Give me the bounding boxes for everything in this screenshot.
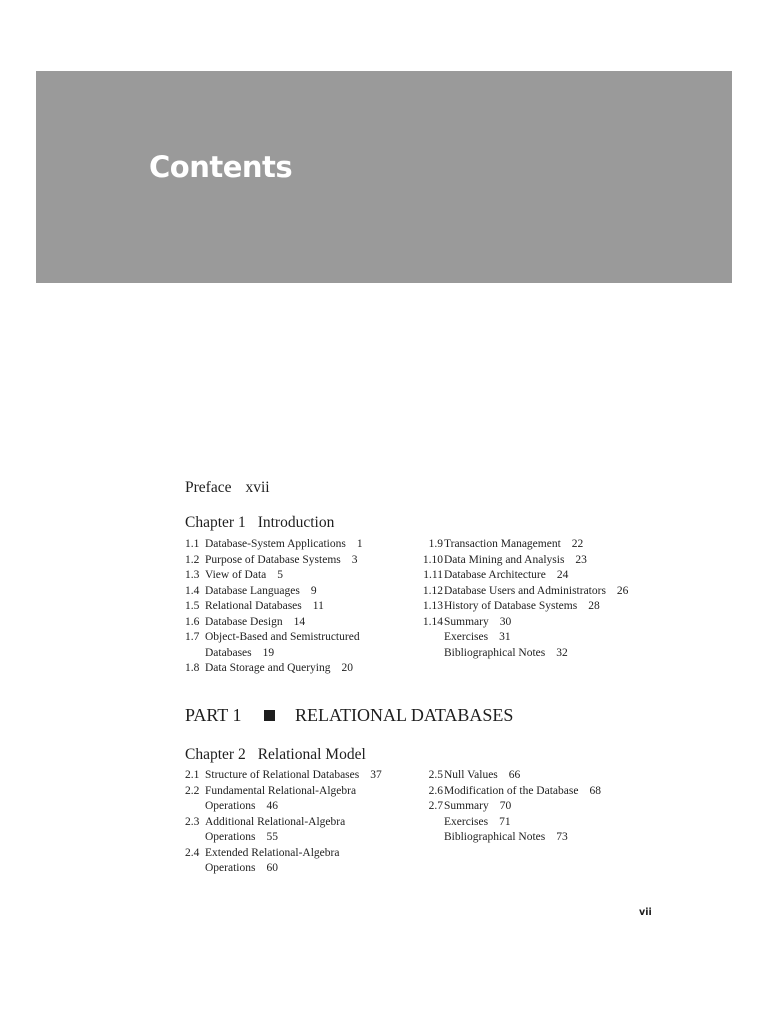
square-bullet-icon <box>264 710 275 721</box>
toc-entry[interactable] <box>418 646 628 662</box>
section-title-text: Data Storage and Querying <box>205 662 331 674</box>
section-page-number: 71 <box>499 815 511 828</box>
section-number: 1.10 <box>422 553 443 566</box>
section-number: 1.13 <box>422 600 443 612</box>
section-title-text: Extended Relational-Algebra <box>205 846 340 859</box>
section-title <box>205 584 317 600</box>
section-title <box>205 553 358 569</box>
section-title <box>205 815 345 846</box>
section-number <box>418 646 443 662</box>
section-number: 1.4 <box>185 584 200 597</box>
section-title-text: Additional Relational-Algebra <box>205 815 346 828</box>
section-title-text: Exercises <box>444 815 489 828</box>
section-title <box>205 661 353 677</box>
section-title <box>444 830 568 846</box>
section-title-line <box>205 584 317 600</box>
toc-entry[interactable] <box>418 584 628 600</box>
section-page-number: 19 <box>262 646 275 659</box>
section-title-text: View of Data <box>205 569 267 581</box>
section-title-line <box>205 553 358 569</box>
toc-entry[interactable] <box>185 846 382 877</box>
section-title-line <box>444 815 511 831</box>
page-number: vii <box>639 907 652 918</box>
section-title <box>205 630 360 661</box>
chapter1-number: Chapter 1 <box>185 514 246 531</box>
section-title-text: Purpose of Database Systems <box>205 553 341 566</box>
section-title <box>444 630 511 646</box>
toc-entry[interactable] <box>418 599 628 615</box>
section-page-number: 26 <box>616 584 629 597</box>
section-title <box>205 537 363 553</box>
section-title-text: Databases <box>205 646 252 659</box>
section-number: 2.6 <box>428 784 443 797</box>
toc-entry[interactable] <box>418 830 601 846</box>
toc-entry[interactable] <box>185 661 363 677</box>
section-title-text: Relational Databases <box>205 600 302 612</box>
section-title-text: Object-Based and Semistructured <box>205 631 360 643</box>
section-title-text: Transaction Management <box>444 538 561 550</box>
toc-entry[interactable] <box>418 568 628 584</box>
section-title <box>205 568 283 584</box>
section-title-text: Database Users and Administrators <box>444 584 606 597</box>
chapter1-sections-right <box>418 537 628 661</box>
section-page-number: 37 <box>370 769 382 781</box>
section-title-text: History of Database Systems <box>444 600 578 612</box>
section-title-line <box>205 768 382 784</box>
section-page-number: 32 <box>556 646 568 659</box>
section-title-line <box>205 799 356 815</box>
toc-entry[interactable] <box>418 630 628 646</box>
section-page-number: 20 <box>341 662 354 674</box>
section-title-line <box>444 830 568 846</box>
toc-entry[interactable] <box>185 768 382 784</box>
section-title <box>205 599 324 615</box>
section-title-line <box>444 615 511 631</box>
section-title-line <box>444 584 628 600</box>
section-title-line <box>444 537 583 553</box>
section-title-line <box>205 784 356 800</box>
section-number: 1.11 <box>423 569 443 581</box>
section-title-text: Null Values <box>444 769 498 781</box>
toc-entry[interactable] <box>418 815 601 831</box>
section-number: 1.14 <box>422 615 443 628</box>
section-page-number: 55 <box>266 831 278 843</box>
section-title-text: Database-System Applications <box>205 538 346 550</box>
chapter1-heading[interactable] <box>185 514 334 532</box>
section-page-number: 46 <box>266 800 278 812</box>
section-title-line <box>444 630 511 646</box>
section-title <box>444 568 568 584</box>
section-title-text: Fundamental Relational-Algebra <box>205 784 357 797</box>
section-page-number: 28 <box>588 600 600 612</box>
section-title <box>444 799 511 815</box>
section-number <box>418 830 443 846</box>
section-number: 1.6 <box>185 615 200 628</box>
section-title-line <box>205 846 339 862</box>
section-title-line <box>205 646 360 662</box>
section-title-line <box>444 568 568 584</box>
section-title-text: Operations <box>205 831 256 843</box>
section-number: 1.3 <box>185 569 200 581</box>
section-page-number: 70 <box>499 800 512 812</box>
part1-heading[interactable] <box>185 705 514 726</box>
section-page-number: 11 <box>312 600 324 612</box>
section-number: 2.7 <box>428 800 443 812</box>
section-title-text: Operations <box>205 862 256 874</box>
section-title <box>444 537 583 553</box>
preface-page: xvii <box>245 479 270 496</box>
section-number: 2.2 <box>185 784 200 797</box>
section-title-line <box>205 830 345 846</box>
contents-banner <box>36 71 732 283</box>
section-number: 1.5 <box>185 600 200 612</box>
section-title-line <box>444 784 601 800</box>
section-title <box>205 615 305 631</box>
section-page-number: 60 <box>266 862 278 874</box>
section-number: 2.4 <box>185 846 200 859</box>
section-title-line <box>205 861 339 877</box>
section-title-line <box>205 599 324 615</box>
section-number: 1.8 <box>185 662 200 674</box>
section-title <box>444 815 511 831</box>
section-page-number: 1 <box>356 538 363 550</box>
section-title-line <box>444 799 511 815</box>
chapter1-sections-left <box>185 537 363 677</box>
section-number: 2.1 <box>185 769 200 781</box>
section-number: 1.9 <box>428 538 443 550</box>
toc-entry[interactable] <box>185 584 363 600</box>
part1-title: RELATIONAL DATABASES <box>295 705 514 725</box>
section-page-number: 3 <box>351 553 358 566</box>
section-title <box>205 768 382 784</box>
toc-entry[interactable] <box>418 784 601 800</box>
section-page-number: 66 <box>508 769 521 781</box>
section-title <box>444 599 600 615</box>
section-page-number: 14 <box>293 615 306 628</box>
section-title <box>205 846 339 877</box>
section-title <box>444 784 601 800</box>
section-title-text: Structure of Relational Databases <box>205 769 360 781</box>
section-title-text: Exercises <box>444 631 489 643</box>
preface-label: Preface <box>185 479 232 496</box>
toc-entry[interactable] <box>418 553 628 569</box>
section-title-text: Summary <box>444 615 489 628</box>
section-page-number: 31 <box>499 631 511 643</box>
chapter2-sections-left <box>185 768 382 877</box>
section-title-line <box>444 553 587 569</box>
section-title-text: Database Languages <box>205 584 300 597</box>
chapter2-number: Chapter 2 <box>185 746 246 763</box>
section-title-text: Data Mining and Analysis <box>444 553 565 566</box>
section-number: 1.1 <box>185 538 200 550</box>
section-page-number: 24 <box>556 569 569 581</box>
section-title-line <box>205 661 353 677</box>
section-title <box>444 768 520 784</box>
section-title-text: Operations <box>205 800 256 812</box>
section-title <box>205 784 356 815</box>
section-title-line <box>444 768 520 784</box>
section-title-text: Database Design <box>205 615 283 628</box>
section-number: 2.5 <box>428 769 443 781</box>
toc-entry[interactable] <box>418 615 628 631</box>
section-title-line <box>205 630 360 646</box>
section-title <box>444 553 587 569</box>
section-number <box>418 815 443 831</box>
section-title-line <box>205 568 283 584</box>
toc-entry[interactable] <box>185 815 382 846</box>
toc-entry[interactable] <box>418 799 601 815</box>
toc-entry[interactable] <box>185 630 363 661</box>
section-title-text: Modification of the Database <box>444 784 579 797</box>
chapter2-heading[interactable] <box>185 746 366 764</box>
section-title-line <box>444 599 600 615</box>
section-title-line <box>444 646 568 662</box>
section-title-text: Summary <box>444 800 489 812</box>
chapter2-sections-right <box>418 768 601 846</box>
section-number <box>418 630 443 646</box>
section-page-number: 9 <box>310 584 317 597</box>
section-page-number: 30 <box>499 615 512 628</box>
section-title-line <box>205 537 363 553</box>
chapter1-title: Introduction <box>257 514 335 531</box>
part1-label: PART 1 <box>185 705 242 725</box>
toc-entry[interactable] <box>185 537 363 553</box>
section-page-number: 73 <box>556 831 568 843</box>
section-title-text: Bibliographical Notes <box>444 831 546 843</box>
section-title-text: Database Architecture <box>444 569 546 581</box>
toc-entry[interactable] <box>185 553 363 569</box>
toc-entry[interactable] <box>185 615 363 631</box>
section-page-number: 5 <box>277 569 284 581</box>
section-title <box>444 615 511 631</box>
chapter2-title: Relational Model <box>257 746 366 763</box>
section-title <box>444 646 568 662</box>
section-page-number: 23 <box>575 553 587 566</box>
section-title <box>444 584 628 600</box>
section-page-number: 22 <box>571 538 584 550</box>
section-number: 1.2 <box>185 553 200 566</box>
preface-heading[interactable] <box>185 479 270 497</box>
toc-entry[interactable] <box>418 768 601 784</box>
section-number: 1.7 <box>185 631 200 643</box>
section-number: 1.12 <box>422 584 443 597</box>
page-title: Contents <box>149 150 293 184</box>
toc-entry[interactable] <box>185 568 363 584</box>
toc-entry[interactable] <box>418 537 628 553</box>
section-title-line <box>205 815 345 831</box>
toc-entry[interactable] <box>185 599 363 615</box>
section-title-line <box>205 615 305 631</box>
toc-entry[interactable] <box>185 784 382 815</box>
section-page-number: 68 <box>589 784 601 797</box>
section-title-text: Bibliographical Notes <box>444 646 546 659</box>
section-number: 2.3 <box>185 815 200 828</box>
